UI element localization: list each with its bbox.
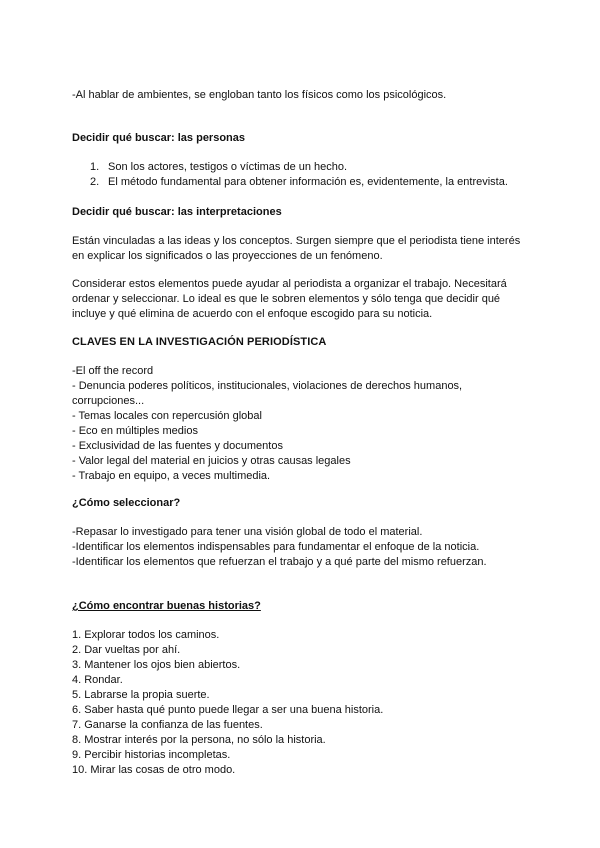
list-line: -Identificar los elementos que refuerzan el trabajo y a qué parte del mismo refuerzan. xyxy=(72,556,487,568)
historias-heading xyxy=(72,599,532,614)
personas-list xyxy=(72,160,542,190)
list-line: 4. Rondar. xyxy=(72,674,123,686)
list-line: 1. Explorar todos los caminos. xyxy=(72,629,220,641)
intro-paragraph xyxy=(72,88,532,103)
claves-list xyxy=(72,364,532,484)
claves-heading-text: CLAVES EN LA INVESTIGACIÓN PERIODÍSTICA xyxy=(72,336,327,348)
list-line: - Denuncia poderes políticos, institucionales, violaciones de derechos humanos, xyxy=(72,380,463,392)
list-line: - Trabajo en equipo, a veces multimedia. xyxy=(72,470,271,482)
paragraph-line: Están vinculadas a las ideas y los conceptos. Surgen siempre que el periodista tiene interés xyxy=(72,235,521,247)
list-item xyxy=(72,175,542,190)
list-line: - Exclusividad de las fuentes y documentos xyxy=(72,440,283,452)
list-item-number: 2. xyxy=(90,176,100,188)
personas-heading xyxy=(72,131,532,146)
list-item-number: 1. xyxy=(90,161,100,173)
list-item-text: Son los actores, testigos o víctimas de un hecho. xyxy=(108,161,348,173)
historias-heading-text: ¿Cómo encontrar buenas historias? xyxy=(72,600,261,612)
list-line: - Temas locales con repercusión global xyxy=(72,410,262,422)
interpretaciones-heading-text: Decidir qué buscar: las interpretaciones xyxy=(72,206,282,218)
list-line: -Identificar los elementos indispensables para fundamentar el enfoque de la noticia. xyxy=(72,541,480,553)
personas-heading-text: Decidir qué buscar: las personas xyxy=(72,132,246,144)
list-item xyxy=(72,160,542,175)
list-line: 3. Mantener los ojos bien abiertos. xyxy=(72,659,241,671)
seleccionar-heading xyxy=(72,496,532,511)
list-line: 6. Saber hasta qué punto puede llegar a ser una buena historia. xyxy=(72,704,384,716)
list-line: - Valor legal del material en juicios y otras causas legales xyxy=(72,455,351,467)
list-line: 7. Ganarse la confianza de las fuentes. xyxy=(72,719,263,731)
list-line: 9. Percibir historias incompletas. xyxy=(72,749,231,761)
seleccionar-heading-text: ¿Cómo seleccionar? xyxy=(72,497,181,509)
claves-heading xyxy=(72,335,532,350)
list-line: corrupciones... xyxy=(72,395,145,407)
seleccionar-list xyxy=(72,525,532,570)
list-item-text: El método fundamental para obtener información es, evidentemente, la entrevista. xyxy=(108,176,508,188)
list-line: 5. Labrarse la propia suerte. xyxy=(72,689,210,701)
historias-list xyxy=(72,628,532,778)
interpretaciones-heading xyxy=(72,205,532,220)
paragraph-line: incluye y qué elimina de acuerdo con el enfoque escogido para su noticia. xyxy=(72,308,433,320)
list-line: - Eco en múltiples medios xyxy=(72,425,198,437)
list-line: -El off the record xyxy=(72,365,154,377)
list-line: 8. Mostrar interés por la persona, no sólo la historia. xyxy=(72,734,326,746)
interpretaciones-paragraph-2 xyxy=(72,277,532,322)
intro-line: -Al hablar de ambientes, se engloban tanto los físicos como los psicológicos. xyxy=(72,89,447,101)
paragraph-line: ordenar y seleccionar. Lo ideal es que le sobren elementos y sólo tenga que decidir qué xyxy=(72,293,501,305)
list-line: 10. Mirar las cosas de otro modo. xyxy=(72,764,236,776)
list-line: -Repasar lo investigado para tener una visión global de todo el material. xyxy=(72,526,423,538)
list-line: 2. Dar vueltas por ahí. xyxy=(72,644,181,656)
paragraph-line: en explicar los significados o las proyecciones de un fenómeno. xyxy=(72,250,383,262)
paragraph-line: Considerar estos elementos puede ayudar al periodista a organizar el trabajo. Necesitará xyxy=(72,278,507,290)
interpretaciones-paragraph-1 xyxy=(72,234,532,264)
